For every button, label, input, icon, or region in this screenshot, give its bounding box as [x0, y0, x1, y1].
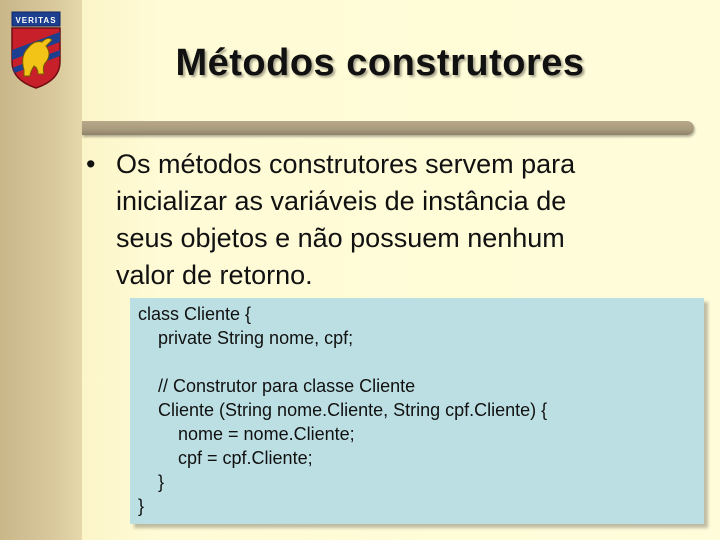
code-block — [130, 298, 704, 524]
bullet-line-1: Os métodos construtores servem para — [116, 149, 576, 179]
code-line: nome = nome.Cliente; — [138, 424, 355, 444]
code-line: } — [138, 472, 165, 492]
code-line: // Construtor para classe Cliente — [138, 376, 416, 396]
slide-title: Métodos construtores — [175, 42, 585, 84]
bullet-marker: • — [86, 149, 96, 179]
code-line: cpf = cpf.Cliente; — [138, 448, 313, 468]
bullet-line-3: seus objetos e não possuem nenhum — [116, 223, 565, 253]
bullet-item — [86, 146, 686, 294]
code-line: class Cliente { — [138, 304, 252, 324]
university-crest-icon — [8, 10, 64, 90]
code-line: Cliente (String nome.Cliente, String cpf.Cliente) { — [138, 400, 548, 420]
code-line: } — [138, 496, 145, 516]
bullet-line-2: inicializar as variáveis de instância de — [116, 186, 567, 216]
logo-motto: VERITAS — [15, 16, 57, 25]
title-divider — [82, 121, 694, 135]
bullet-text — [116, 146, 686, 294]
code-line: private String nome, cpf; — [138, 328, 354, 348]
bullet-line-4: valor de retorno. — [116, 260, 313, 290]
